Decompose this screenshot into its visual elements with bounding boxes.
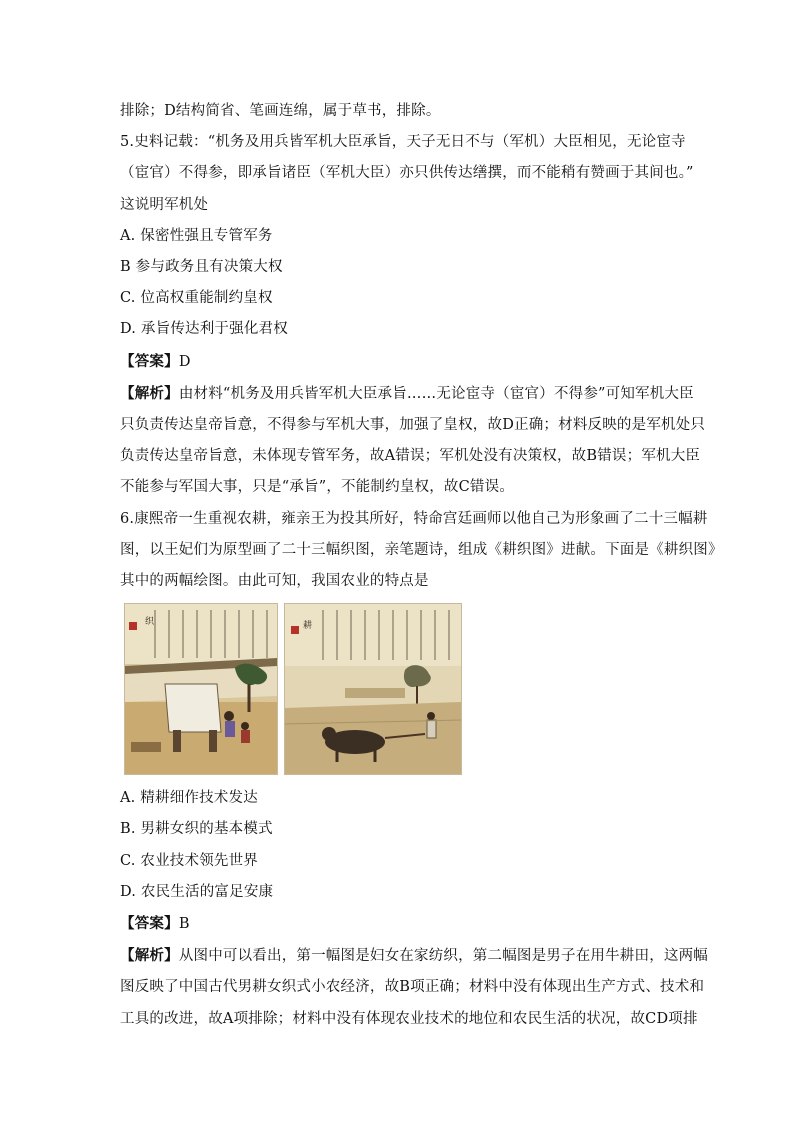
answer-label: 【答案】 [120,352,179,370]
option-b: B 参与政务且有决策大权 [120,259,283,276]
answer-label: 【答案】 [120,915,179,933]
question-5-stem: 这说明军机处 [120,196,209,213]
answer-line [120,346,680,378]
analysis-text: 工具的改进，故A项排除；材料中没有体现农业技术的地位和农民生活的状况，故CD项排 [120,1010,698,1027]
option-a: A. 精耕细作技术发达 [120,790,258,807]
question-6-stem: 6.康熙帝一生重视农耕，雍亲王为投其所好，特命宫廷画师以他自己为形象画了二十三幅耕 [120,510,708,527]
option-c: C. 位高权重能制约皇权 [120,290,273,307]
question-6-stem: 其中的两幅绘图。由此可知，我国农业的特点是 [120,573,429,590]
analysis-line [120,378,694,410]
analysis-line [120,940,709,972]
question-6-stem: 图，以王妃们为原型画了二十三幅织图，亲笔题诗，组成《耕织图》进献。下面是《耕织图》 [120,541,723,558]
option-b: B. 男耕女织的基本模式 [120,821,273,838]
analysis-text: 图反映了中国古代男耕女织式小农经济，故B项正确；材料中没有体现出生产方式、技术和 [120,979,705,996]
analysis-text: 由材料“机务及用兵皆军机大臣承旨……无论宦寺（宦官）不得参”可知军机大臣 [178,385,694,402]
question-5-stem: 5.史料记载：“机务及用兵皆军机大臣承旨，天子无日不与（军机）大臣相见，无论宦寺 [120,134,686,151]
analysis-text: 负责传达皇帝旨意，未体现专管军务，故A错误；军机处没有决策权，故B错误；军机大臣 [120,448,701,465]
analysis-text: 从图中可以看出，第一幅图是妇女在家纺织，第二幅图是男子在用牛耕田，这两幅 [178,948,709,965]
option-c: C. 农业技术领先世界 [120,852,258,869]
option-d: D. 承旨传达利于强化君权 [120,321,288,338]
text-line: 排除；D结构简省、笔画连绵，属于草书，排除。 [120,103,441,119]
answer-value: D [178,353,191,370]
analysis-label: 【解析】 [120,384,179,402]
analysis-label: 【解析】 [120,947,179,965]
weaving-title: 织 [145,617,155,628]
plowing-title: 耕 [303,621,313,632]
plowing-painting [284,603,462,775]
option-d: D. 农民生活的富足安康 [120,883,274,900]
answer-value: B [178,916,190,933]
figure-row [124,603,680,775]
answer-line [120,908,680,940]
question-5-stem: （宦官）不得参，即承旨诸臣（军机大臣）亦只供传达缮撰，而不能稍有赞画于其间也。” [120,165,694,182]
document-page [120,96,723,1035]
analysis-text: 只负责传达皇帝旨意，不得参与军机大事，加强了皇权，故D正确；材料反映的是军机处只 [120,417,706,434]
analysis-text: 不能参与军国大事，只是“承旨”，不能制约皇权，故C错误。 [120,479,515,496]
weaving-painting [124,603,278,775]
option-a: A. 保密性强且专管军务 [120,227,273,244]
